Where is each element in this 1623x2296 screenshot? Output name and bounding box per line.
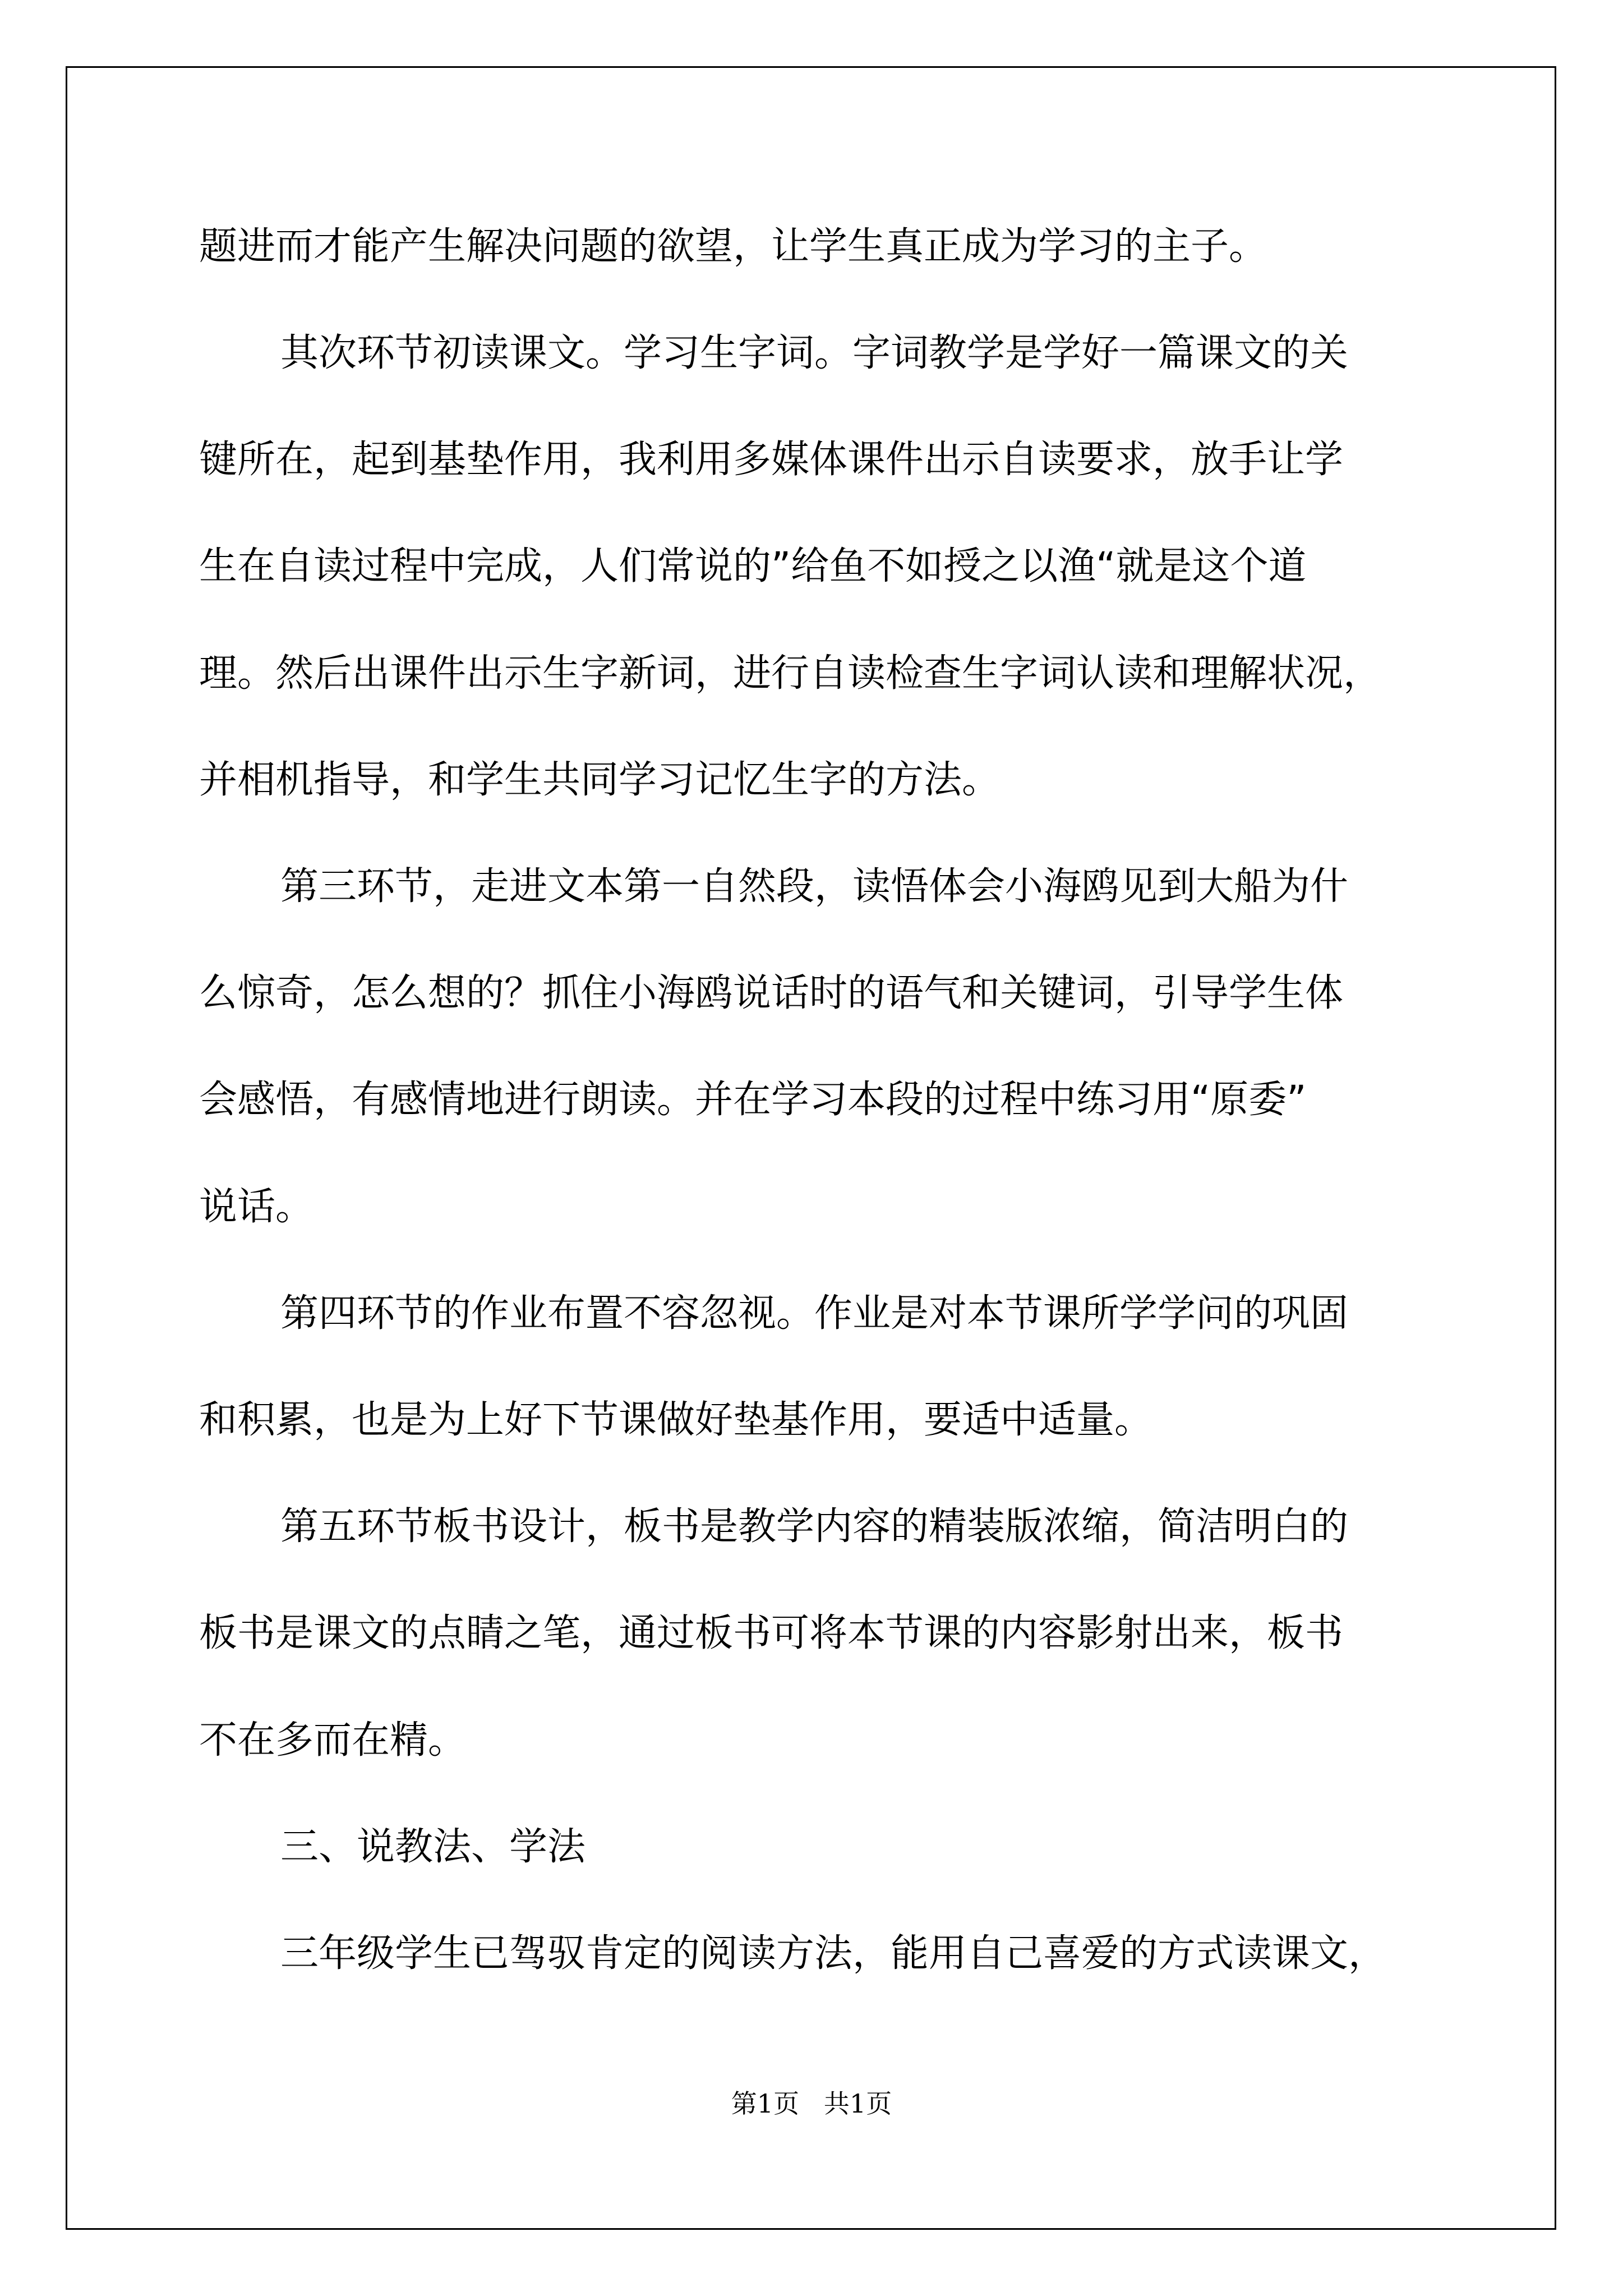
text-line: 么惊奇，怎么想的？抓住小海鸥说话时的语气和关键词，引导学生体: [199, 971, 1344, 1015]
paragraph-start: 三年级学生已驾驭肯定的阅读方法，能用自己喜爱的方式读课文，: [280, 1931, 1387, 1976]
text-line: 和积累，也是为上好下节课做好垫基作用，要适中适量。: [199, 1398, 1153, 1442]
text-line: 题进而才能产生解决问题的欲望，让学生真正成为学习的主子。: [199, 224, 1267, 269]
page-border: [66, 66, 1556, 2230]
paragraph-start: 第四环节的作业布置不容忽视。作业是对本节课所学学问的巩固: [280, 1291, 1349, 1336]
text-line: 理。然后出课件出示生字新词，进行自读检查生字词认读和理解状况，: [199, 651, 1382, 696]
text-line: 说话。: [199, 1185, 314, 1229]
page-number-footer: 第1页 共1页: [731, 2088, 892, 2119]
paragraph-start: 第三环节，走进文本第一自然段，读悟体会小海鸥见到大船为什: [280, 864, 1349, 909]
text-line: 不在多而在精。: [199, 1718, 467, 1763]
paragraph-start: 第五环节板书设计，板书是教学内容的精装版浓缩，简洁明白的: [280, 1504, 1349, 1549]
text-line: 板书是课文的点睛之笔，通过板书可将本节课的内容影射出来，板书: [199, 1611, 1344, 1655]
text-line: 并相机指导，和学生共同学习记忆生字的方法。: [199, 758, 1000, 802]
text-line: 键所在，起到基垫作用，我利用多媒体课件出示自读要求，放手让学: [199, 438, 1344, 482]
paragraph-start: 其次环节初读课文。学习生字词。字词教学是学好一篇课文的关: [280, 331, 1349, 375]
text-line: 会感悟，有感情地进行朗读。并在学习本段的过程中练习用“原委”: [199, 1078, 1307, 1122]
section-heading: 三、说教法、学法: [280, 1825, 586, 1869]
text-line: 生在自读过程中完成，人们常说的”给鱼不如授之以渔“就是这个道: [199, 544, 1307, 588]
